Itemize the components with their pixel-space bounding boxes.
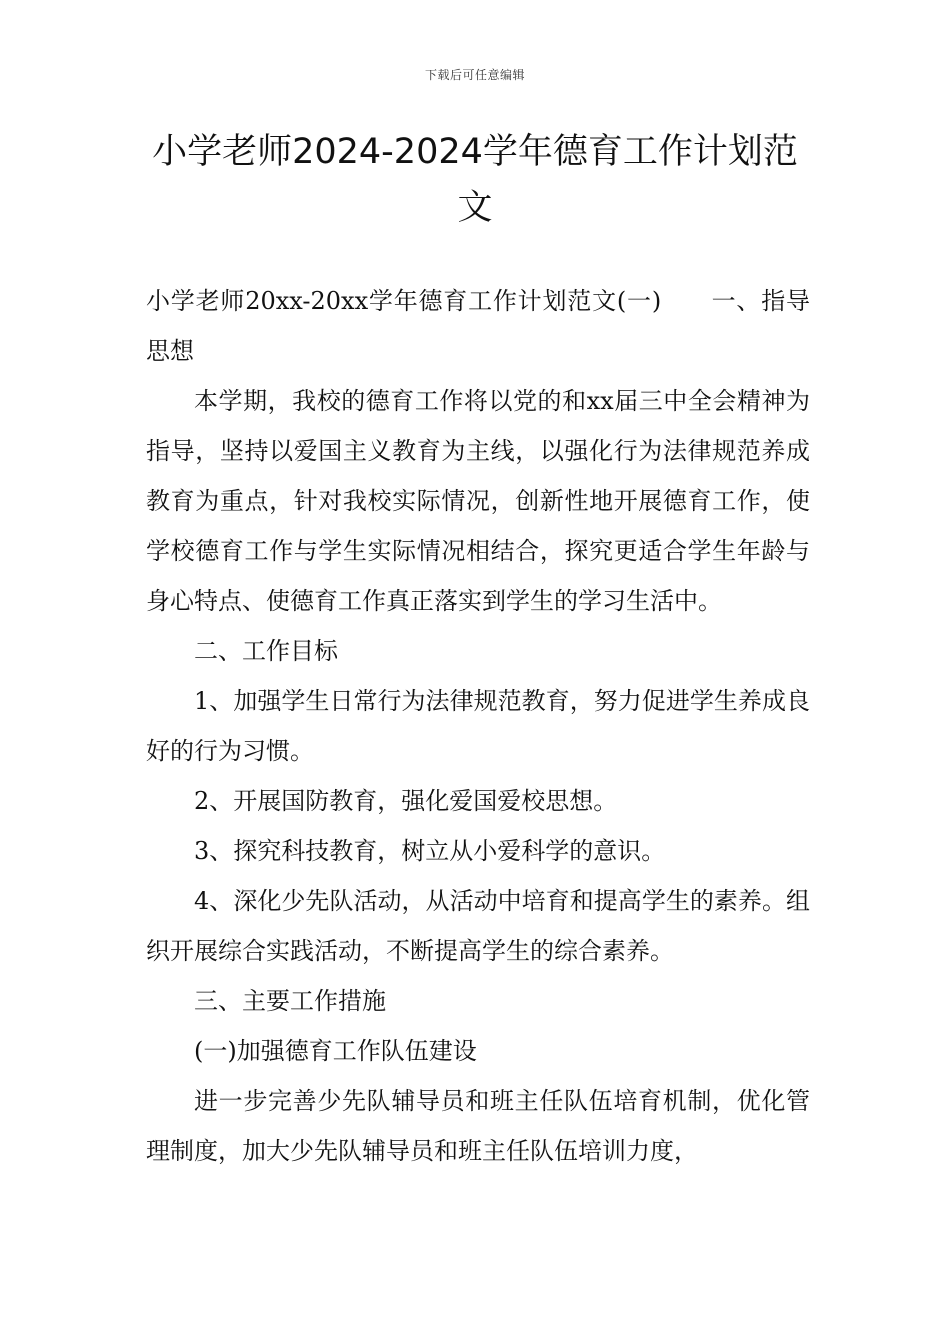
goal-item-4: 4、深化少先队活动，从活动中培育和提高学生的素养。组织开展综合实践活动，不断提高学生的综合素养。 (146, 887, 810, 965)
goal-item-3: 3、探究科技教育，树立从小爱科学的意识。 (194, 837, 666, 865)
paragraph-team-building: 进一步完善少先队辅导员和班主任队伍培育机制，优化管理制度，加大少先队辅导员和班主任队伍培训力度， (146, 1087, 810, 1165)
document-body (146, 276, 810, 1176)
section-heading-main-measures: 三、主要工作措施 (194, 987, 386, 1015)
subsection-heading-team-building: (一)加强德育工作队伍建设 (194, 1037, 477, 1065)
goal-item-2: 2、开展国防教育，强化爱国爱校思想。 (194, 787, 618, 815)
paragraph-guiding-principle: 本学期，我校的德育工作将以党的和xx届三中全会精神为指导，坚持以爱国主义教育为主线，以强化行为法律规范养成教育为重点，针对我校实际情况，创新性地开展德育工作，使学校德育工作与学生实际情况相结合，探究更适合学生年龄与身心特点、使德育工作真正落实到学生的学习生活中。 (146, 387, 810, 615)
section-heading-work-goals: 二、工作目标 (194, 637, 338, 665)
header-note: 下载后可任意编辑 (424, 68, 525, 82)
goal-item-1: 1、加强学生日常行为法律规范教育，努力促进学生养成良好的行为习惯。 (146, 687, 810, 765)
intro-line: 小学老师20xx-20xx学年德育工作计划范文(一) 一、指导思想 (146, 287, 810, 365)
document-title: 小学老师2024-2024学年德育工作计划范文 (152, 132, 798, 228)
